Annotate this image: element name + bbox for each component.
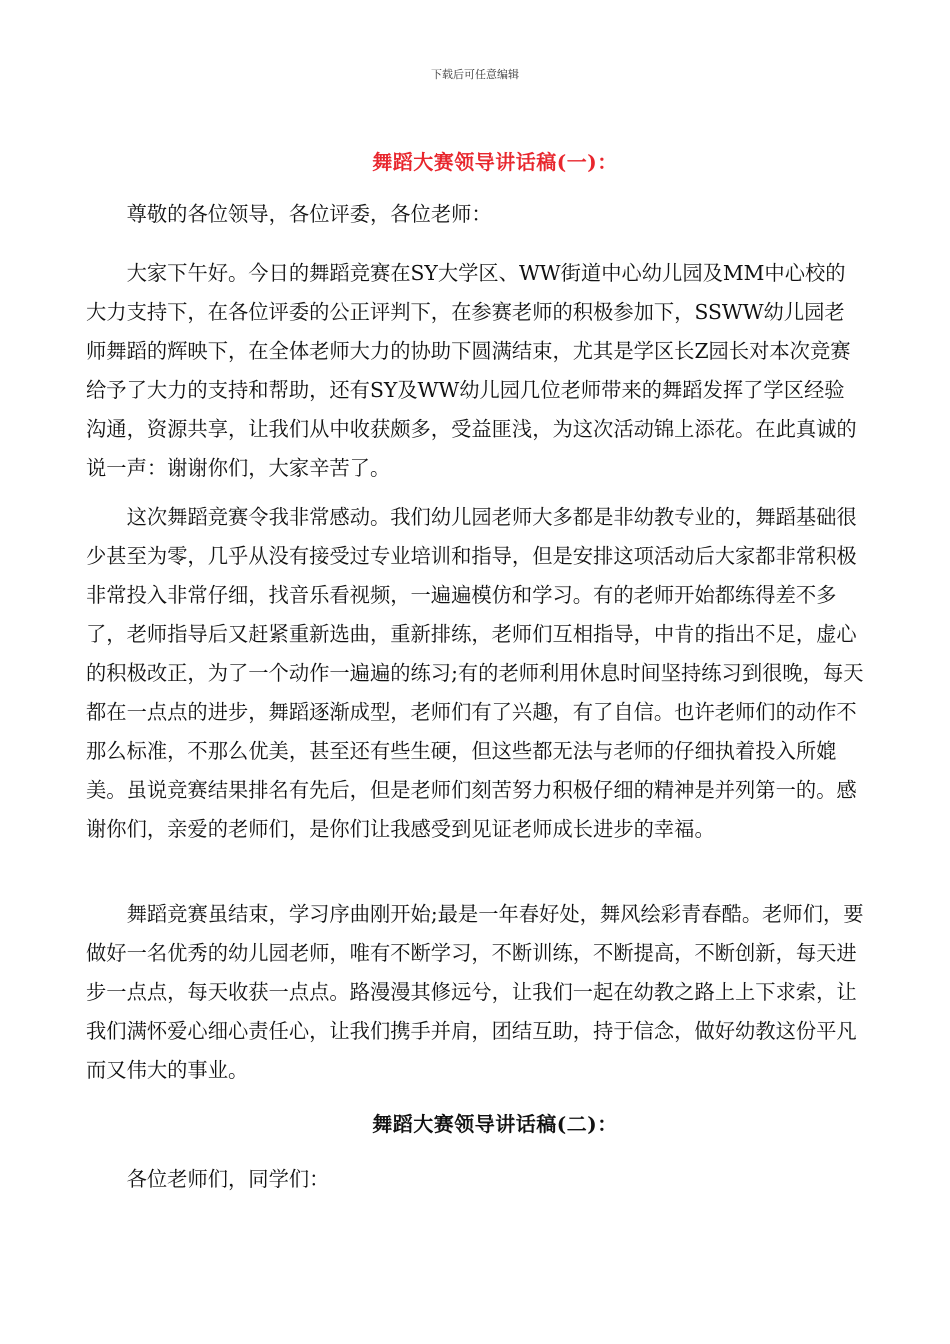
header-note: 下载后可任意编辑 — [431, 68, 519, 81]
speech-1-greeting: 尊敬的各位领导，各位评委，各位老师： — [126, 202, 492, 226]
speech-1-paragraph-3: 舞蹈竞赛虽结束，学习序曲刚开始;最是一年春好处，舞风绘彩青春酷。老师们，要做好一名优秀的幼儿园老师，唯有不断学习，不断训练，不断提高，不断创新，每天进步一点点，每天收获一点点。路漫漫其修远兮，让我们一起在幼教之路上上下求索，让我们满怀爱心细心责任心，让我们携手并肩，团结互助，持于信念，做好幼教这份平凡而又伟大的事业。 — [86, 902, 864, 1082]
speech-2-greeting: 各位老师们，同学们： — [126, 1167, 330, 1191]
speech-1-paragraph-2: 这次舞蹈竞赛令我非常感动。我们幼儿园老师大多都是非幼教专业的，舞蹈基础很少甚至为零，几乎从没有接受过专业培训和指导，但是安排这项活动后大家都非常积极非常投入非常仔细，找音乐看视频，一遍遍模仿和学习。有的老师开始都练得差不多了，老师指导后又赶紧重新选曲，重新排练，老师们互相指导，中肯的指出不足，虚心的积极改正，为了一个动作一遍遍的练习;有的老师利用休息时间坚持练习到很晚，每天都在一点点的进步，舞蹈逐渐成型，老师们有了兴趣，有了自信。也许老师们的动作不那么标准，不那么优美，甚至还有些生硬，但这些都无法与老师的仔细执着投入所媲美。虽说竞赛结果排名有先后，但是老师们刻苦努力积极仔细的精神是并列第一的。感谢你们，亲爱的老师们，是你们让我感受到见证老师成长进步的幸福。 — [86, 505, 864, 841]
speech-2-title: 舞蹈大赛领导讲话稿(二)： — [372, 1112, 618, 1136]
speech-1-paragraph-1: 大家下午好。今日的舞蹈竞赛在SY大学区、WW街道中心幼儿园及MM中心校的大力支持下，在各位评委的公正评判下，在参赛老师的积极参加下，SSWW幼儿园老师舞蹈的辉映下，在全体老师大力的协助下圆满结束，尤其是学区长Z园长对本次竞赛给予了大力的支持和帮助，还有SY及WW幼儿园几位老师带来的舞蹈发挥了学区经验沟通，资源共享，让我们从中收获颇多，受益匪浅，为这次活动锦上添花。在此真诚的说一声：谢谢你们，大家辛苦了。 — [86, 261, 857, 480]
speech-1-title: 舞蹈大赛领导讲话稿(一)： — [372, 150, 618, 174]
